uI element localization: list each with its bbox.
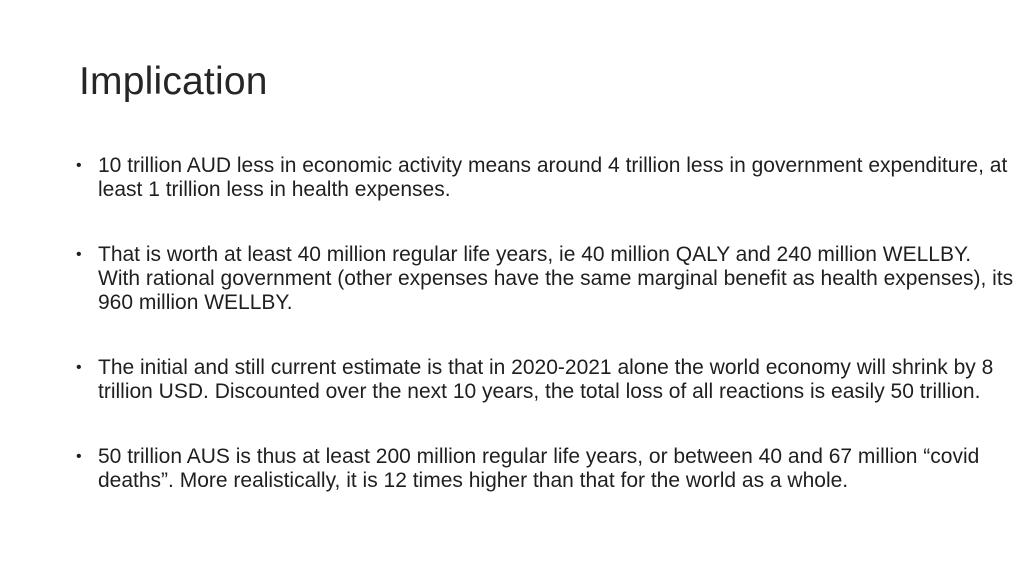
slide-title: Implication [79,60,268,103]
bullet-marker: • [76,157,82,174]
bullet-marker: • [76,246,82,263]
bullet-text: That is worth at least 40 million regular life years, ie 40 million QALY and 240 million WELLBY. With rational government (other expenses have the same marginal benefit as health expenses), its 960 million WELLBY. [98,243,1014,314]
bullet-text: 50 trillion AUS is thus at least 200 million regular life years, or between 40 and 67 million “covid deaths”. More realistically, it is 12 times higher than that for the world as a whole. [98,445,980,492]
bullet-item-1 [74,154,1014,202]
bullet-marker: • [76,448,82,465]
bullet-item-4 [74,445,1014,493]
bullet-text: 10 trillion AUD less in economic activity means around 4 trillion less in government expenditure, at least 1 trillion less in health expenses. [98,154,1008,201]
bullet-list [74,154,1014,493]
bullet-marker: • [76,359,82,376]
bullet-item-3 [74,356,1014,404]
bullet-text: The initial and still current estimate is that in 2020-2021 alone the world economy will shrink by 8 trillion USD. Discounted over the next 10 years, the total loss of all reactions is easily 50 trillion. [98,356,994,403]
bullet-item-2 [74,243,1014,315]
